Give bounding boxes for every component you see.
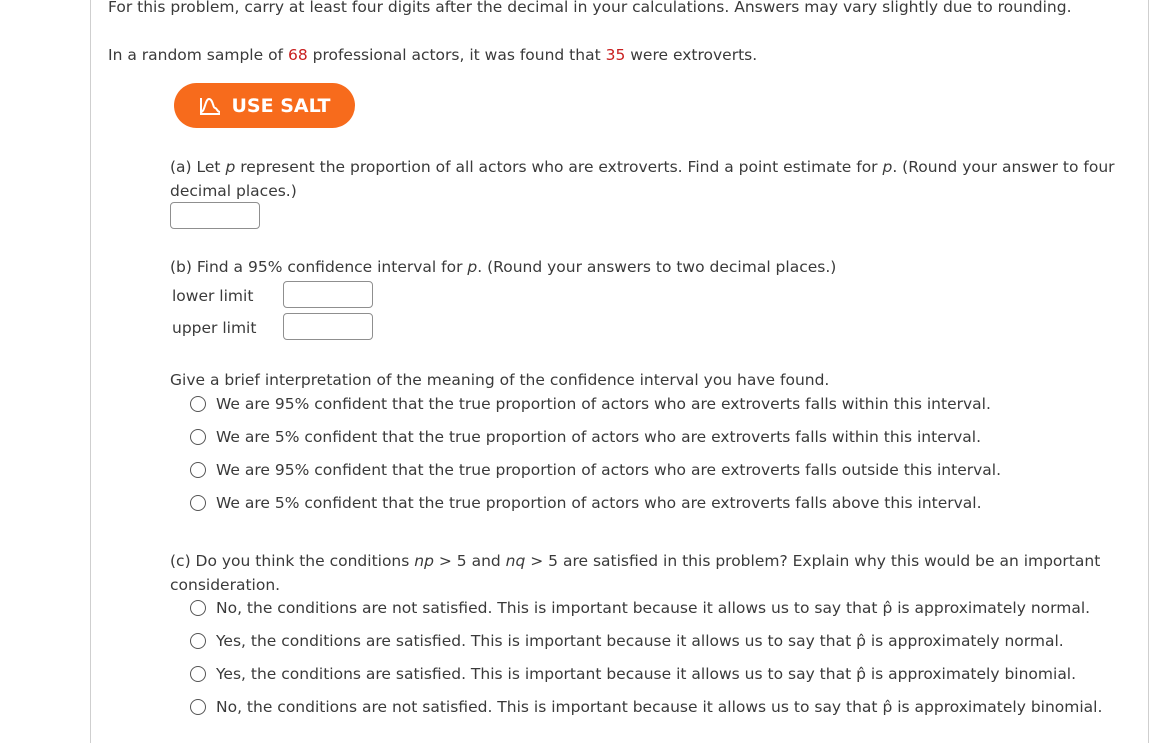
interpretation-option-3[interactable] xyxy=(190,458,1001,482)
part-a-question: (a) Let p represent the proportion of all actors who are extroverts. Find a point estimate for p. (Round your answer to four decimal places.) xyxy=(170,158,1115,200)
radio-button[interactable] xyxy=(190,600,206,616)
conditions-option-2[interactable] xyxy=(190,629,1064,653)
radio-button[interactable] xyxy=(190,429,206,445)
option-label: We are 5% confident that the true proportion of actors who are extroverts falls above this interval. xyxy=(216,494,982,512)
use-salt-label: USE SALT xyxy=(231,94,331,117)
use-salt-button[interactable] xyxy=(174,83,355,128)
conditions-option-3[interactable] xyxy=(190,662,1076,686)
conditions-option-4[interactable] xyxy=(190,695,1102,719)
radio-button[interactable] xyxy=(190,396,206,412)
radio-button[interactable] xyxy=(190,666,206,682)
sample-prefix: In a random sample of xyxy=(108,46,288,64)
conditions-option-1[interactable] xyxy=(190,596,1090,620)
radio-button[interactable] xyxy=(190,633,206,649)
interpretation-prompt: Give a brief interpretation of the meaning of the confidence interval you have found. xyxy=(170,371,830,389)
upper-limit-label: upper limit xyxy=(172,319,257,337)
extrovert-count: 35 xyxy=(605,46,626,64)
option-label: Yes, the conditions are satisfied. This is important because it allows us to say that p̂ is approximately binomial. xyxy=(216,665,1077,683)
point-estimate-input[interactable] xyxy=(170,202,260,229)
interpretation-option-2[interactable] xyxy=(190,425,981,449)
lower-limit-input[interactable] xyxy=(283,281,373,308)
interpretation-option-4[interactable] xyxy=(190,491,982,515)
instructions-text: For this problem, carry at least four digits after the decimal in your calculations. Answers may vary slightly due to rounding. xyxy=(108,0,1072,16)
option-label: No, the conditions are not satisfied. This is important because it allows us to say that p̂ is approximately normal. xyxy=(216,599,1091,617)
sample-size: 68 xyxy=(287,46,308,64)
radio-button[interactable] xyxy=(190,495,206,511)
salt-chart-icon xyxy=(198,96,222,116)
option-label: We are 95% confident that the true proportion of actors who are extroverts falls within this interval. xyxy=(216,395,991,413)
option-label: We are 95% confident that the true proportion of actors who are extroverts falls outside this interval. xyxy=(216,461,1002,479)
interpretation-option-1[interactable] xyxy=(190,392,991,416)
option-label: No, the conditions are not satisfied. This is important because it allows us to say that p̂ is approximately binomial. xyxy=(216,698,1103,716)
sample-statement xyxy=(108,44,757,66)
upper-limit-input[interactable] xyxy=(283,313,373,340)
option-label: We are 5% confident that the true proportion of actors who are extroverts falls within this interval. xyxy=(216,428,982,446)
radio-button[interactable] xyxy=(190,462,206,478)
radio-button[interactable] xyxy=(190,699,206,715)
sample-suffix: were extroverts. xyxy=(625,46,758,64)
part-c-question: (c) Do you think the conditions np > 5 and nq > 5 are satisfied in this problem? Explain why this would be an important consideration. xyxy=(170,552,1101,594)
option-label: Yes, the conditions are satisfied. This is important because it allows us to say that p̂ is approximately normal. xyxy=(216,632,1064,650)
sample-middle: professional actors, it was found that xyxy=(307,46,606,64)
part-b-question: (b) Find a 95% confidence interval for p. (Round your answers to two decimal places.) xyxy=(170,258,837,276)
lower-limit-label: lower limit xyxy=(172,287,254,305)
